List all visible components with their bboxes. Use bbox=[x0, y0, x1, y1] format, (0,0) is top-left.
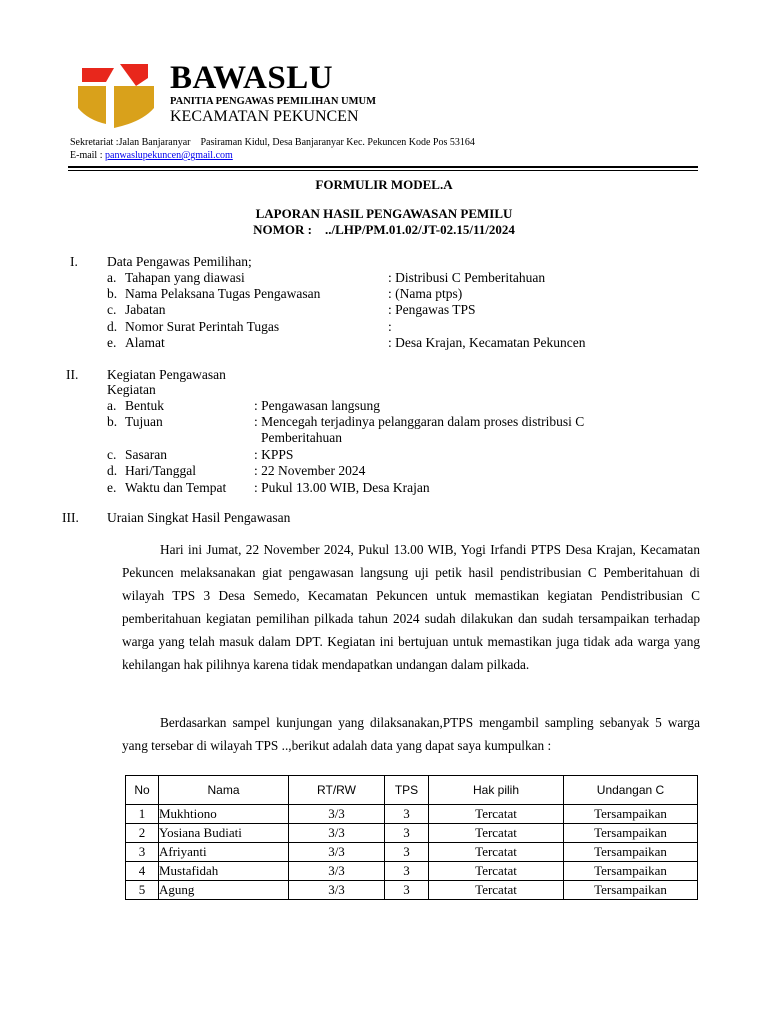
header-rule-thick bbox=[68, 166, 698, 168]
s2-item-letter: e. bbox=[107, 480, 117, 495]
section-2-subtitle: Kegiatan bbox=[107, 382, 156, 397]
cell-undangan-c: Tersampaikan bbox=[564, 805, 698, 824]
org-name: BAWASLU bbox=[170, 60, 334, 96]
org-district: KECAMATAN PEKUNCEN bbox=[170, 108, 359, 125]
cell-nama: Mustafidah bbox=[159, 862, 289, 881]
cell-no: 4 bbox=[126, 862, 159, 881]
table-row bbox=[126, 805, 698, 824]
table-row bbox=[126, 824, 698, 843]
s1-item-value: : Desa Krajan, Kecamatan Pekuncen bbox=[388, 335, 586, 350]
s2-item-label: Hari/Tanggal bbox=[125, 463, 197, 478]
s2-item-value-continued: Pemberitahuan bbox=[261, 430, 342, 445]
s1-item-letter: e. bbox=[107, 335, 117, 350]
cell-tps: 3 bbox=[385, 881, 429, 900]
cell-tps: 3 bbox=[385, 824, 429, 843]
col-header-tps: TPS bbox=[385, 776, 429, 805]
s2-item-value: : Pukul 13.00 WIB, Desa Krajan bbox=[254, 480, 430, 495]
cell-nama: Agung bbox=[159, 881, 289, 900]
address: Sekretariat :Jalan Banjaranyar Pasiraman Kidul, Desa Banjaranyar Kec. Pekuncen Kode Pos 53164 bbox=[70, 137, 475, 148]
section-2-title: Kegiatan Pengawasan bbox=[107, 367, 226, 382]
s1-item-letter: c. bbox=[107, 302, 117, 317]
cell-hak-pilih: Tercatat bbox=[429, 862, 564, 881]
table-header-row bbox=[126, 776, 698, 805]
cell-rtrw: 3/3 bbox=[289, 824, 385, 843]
s2-item-label: Waktu dan Tempat bbox=[125, 480, 227, 495]
cell-nama: Yosiana Budiati bbox=[159, 824, 289, 843]
cell-tps: 3 bbox=[385, 843, 429, 862]
cell-rtrw: 3/3 bbox=[289, 862, 385, 881]
s1-item-label: Alamat bbox=[125, 335, 165, 350]
s1-item-letter: d. bbox=[107, 319, 118, 334]
report-title: LAPORAN HASIL PENGAWASAN PEMILU bbox=[255, 206, 513, 221]
report-number: NOMOR : ../LHP/PM.01.02/JT-02.15/11/2024 bbox=[253, 222, 515, 237]
cell-rtrw: 3/3 bbox=[289, 881, 385, 900]
email-label: E-mail : bbox=[70, 150, 105, 161]
table-row bbox=[126, 843, 698, 862]
s2-item-label: Tujuan bbox=[125, 414, 163, 429]
cell-nama: Afriyanti bbox=[159, 843, 289, 862]
s2-item-label: Bentuk bbox=[125, 398, 164, 413]
s2-item-value: : Mencegah terjadinya pelanggaran dalam proses distribusi C bbox=[254, 414, 585, 429]
section-3-numeral: III. bbox=[62, 510, 79, 525]
s2-item-value: : KPPS bbox=[254, 447, 294, 462]
col-header-hak-pilih: Hak pilih bbox=[429, 776, 564, 805]
form-title: FORMULIR MODEL.A bbox=[315, 177, 453, 192]
section-3-title: Uraian Singkat Hasil Pengawasan bbox=[107, 510, 291, 525]
s1-item-letter: a. bbox=[107, 270, 117, 285]
email-link[interactable]: panwaslupekuncen@gmail.com bbox=[105, 150, 233, 161]
cell-tps: 3 bbox=[385, 862, 429, 881]
s2-item-letter: a. bbox=[107, 398, 117, 413]
cell-no: 1 bbox=[126, 805, 159, 824]
cell-hak-pilih: Tercatat bbox=[429, 805, 564, 824]
cell-undangan-c: Tersampaikan bbox=[564, 824, 698, 843]
table-row bbox=[126, 881, 698, 900]
narrative-paragraph: Hari ini Jumat, 22 November 2024, Pukul 13.00 WIB, Yogi Irfandi PTPS Desa Krajan, Kecamatan Pekuncen melaksanakan giat pengawasan langsung uji petik hasil pendistribusian C Pemberitahuan di wilayah TPS 3 Desa Semedo, Kecamatan Pekuncen untuk memastikan kegiatan Pendistribusian C pemberitahuan kegiatan pemilihan pilkada tahun 2024 sudah dilakukan dan sudah tersampaikan terhadap warga yang telah masuk dalam DPT. Kegiatan ini bertujuan untuk memastikan juga tidak ada warga yang kehilangan hak pilihnya karena tidak mendapatkan undangan dalam pilkada. bbox=[122, 542, 700, 673]
cell-nama: Mukhtiono bbox=[159, 805, 289, 824]
cell-no: 5 bbox=[126, 881, 159, 900]
s2-item-value: : 22 November 2024 bbox=[254, 463, 366, 478]
s2-item-label: Sasaran bbox=[125, 447, 167, 462]
cell-undangan-c: Tersampaikan bbox=[564, 843, 698, 862]
s2-item-letter: d. bbox=[107, 463, 118, 478]
section-1-numeral: I. bbox=[70, 254, 78, 269]
bawaslu-logo bbox=[76, 62, 156, 130]
cell-rtrw: 3/3 bbox=[289, 805, 385, 824]
cell-no: 2 bbox=[126, 824, 159, 843]
s1-item-letter: b. bbox=[107, 286, 118, 301]
s2-item-letter: c. bbox=[107, 447, 117, 462]
section-1-title: Data Pengawas Pemilihan; bbox=[107, 254, 252, 269]
s2-item-letter: b. bbox=[107, 414, 118, 429]
s1-item-value: : Distribusi C Pemberitahuan bbox=[388, 270, 546, 285]
s1-item-value: : bbox=[388, 319, 392, 334]
col-header-rtrw: RT/RW bbox=[289, 776, 385, 805]
email-line bbox=[70, 150, 233, 161]
sample-table bbox=[125, 775, 698, 900]
s1-item-value: : (Nama ptps) bbox=[388, 286, 463, 301]
col-header-undangan-c: Undangan C bbox=[564, 776, 698, 805]
cell-rtrw: 3/3 bbox=[289, 843, 385, 862]
cell-hak-pilih: Tercatat bbox=[429, 881, 564, 900]
s1-item-label: Nomor Surat Perintah Tugas bbox=[125, 319, 280, 334]
s1-item-label: Tahapan yang diawasi bbox=[125, 270, 245, 285]
table-row bbox=[126, 862, 698, 881]
s2-item-value: : Pengawasan langsung bbox=[254, 398, 380, 413]
cell-undangan-c: Tersampaikan bbox=[564, 881, 698, 900]
header-rule-thin bbox=[68, 170, 698, 171]
s1-item-label: Nama Pelaksana Tugas Pengawasan bbox=[125, 286, 321, 301]
col-header-no: No bbox=[126, 776, 159, 805]
cell-hak-pilih: Tercatat bbox=[429, 824, 564, 843]
col-header-nama: Nama bbox=[159, 776, 289, 805]
section-2-numeral: II. bbox=[66, 367, 79, 382]
s1-item-value: : Pengawas TPS bbox=[388, 302, 476, 317]
cell-undangan-c: Tersampaikan bbox=[564, 862, 698, 881]
org-subtitle: PANITIA PENGAWAS PEMILIHAN UMUM bbox=[170, 96, 377, 107]
cell-hak-pilih: Tercatat bbox=[429, 843, 564, 862]
cell-no: 3 bbox=[126, 843, 159, 862]
s1-item-label: Jabatan bbox=[125, 302, 166, 317]
cell-tps: 3 bbox=[385, 805, 429, 824]
sampling-paragraph: Berdasarkan sampel kunjungan yang dilaksanakan,PTPS mengambil sampling sebanyak 5 warga yang tersebar di wilayah TPS ..,berikut adalah data yang dapat saya kumpulkan : bbox=[122, 715, 700, 754]
